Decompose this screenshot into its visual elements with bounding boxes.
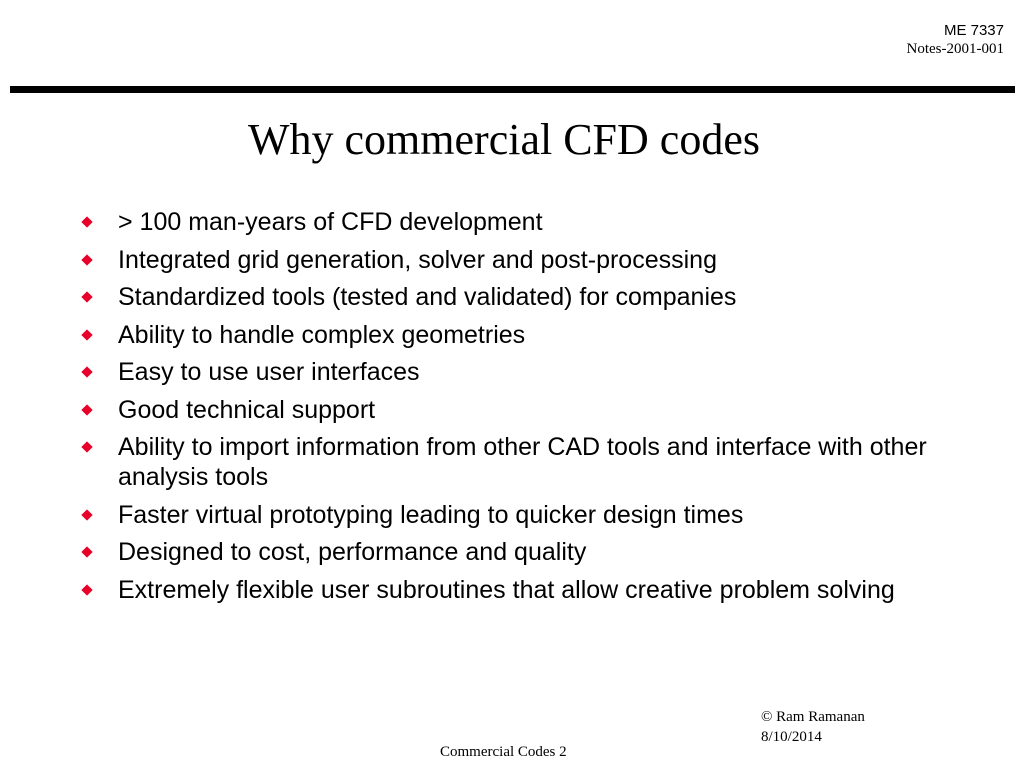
bullet-text: Standardized tools (tested and validated) for companies bbox=[118, 283, 737, 311]
bullet-item bbox=[80, 245, 940, 275]
bullet-list bbox=[80, 207, 940, 612]
bullet-item bbox=[80, 537, 940, 567]
diamond-bullet-icon bbox=[81, 584, 92, 595]
notes-id: Notes-2001-001 bbox=[906, 41, 1004, 57]
course-info bbox=[907, 22, 1005, 58]
bullet-item bbox=[80, 282, 940, 312]
copyright-block bbox=[761, 707, 865, 747]
bullet-item bbox=[80, 432, 940, 492]
bullet-item bbox=[80, 357, 940, 387]
diamond-bullet-icon bbox=[81, 509, 92, 520]
bullet-text: Easy to use user interfaces bbox=[118, 358, 420, 386]
bullet-text: Ability to import information from other CAD tools and interface with other analysis tools bbox=[118, 433, 927, 491]
diamond-bullet-icon bbox=[81, 546, 92, 557]
page-label: Commercial Codes 2 bbox=[440, 744, 567, 760]
header-divider bbox=[10, 86, 1015, 93]
bullet-text: Designed to cost, performance and quality bbox=[118, 538, 587, 566]
diamond-bullet-icon bbox=[81, 216, 92, 227]
bullet-text: Faster virtual prototyping leading to quicker design times bbox=[118, 500, 744, 529]
bullet-item bbox=[80, 575, 940, 605]
bullet-text: Extremely flexible user subroutines that allow creative problem solving bbox=[118, 575, 895, 604]
slide-title: Why commercial CFD codes bbox=[248, 115, 760, 164]
bullet-item bbox=[80, 320, 940, 350]
bullet-item bbox=[80, 395, 940, 425]
bullet-text: Ability to handle complex geometries bbox=[118, 320, 526, 349]
bullet-item bbox=[80, 207, 940, 237]
bullet-item bbox=[80, 500, 940, 530]
date-text: 8/10/2014 bbox=[761, 729, 822, 745]
diamond-bullet-icon bbox=[81, 404, 92, 415]
diamond-bullet-icon bbox=[81, 291, 92, 302]
diamond-bullet-icon bbox=[81, 366, 92, 377]
bullet-text: > 100 man-years of CFD development bbox=[118, 208, 543, 236]
copyright-text: © Ram Ramanan bbox=[761, 709, 865, 725]
course-code: ME 7337 bbox=[943, 22, 1004, 39]
diamond-bullet-icon bbox=[81, 441, 92, 452]
diamond-bullet-icon bbox=[81, 254, 92, 265]
bullet-text: Integrated grid generation, solver and post-processing bbox=[118, 245, 717, 274]
bullet-text: Good technical support bbox=[118, 395, 376, 424]
diamond-bullet-icon bbox=[81, 329, 92, 340]
